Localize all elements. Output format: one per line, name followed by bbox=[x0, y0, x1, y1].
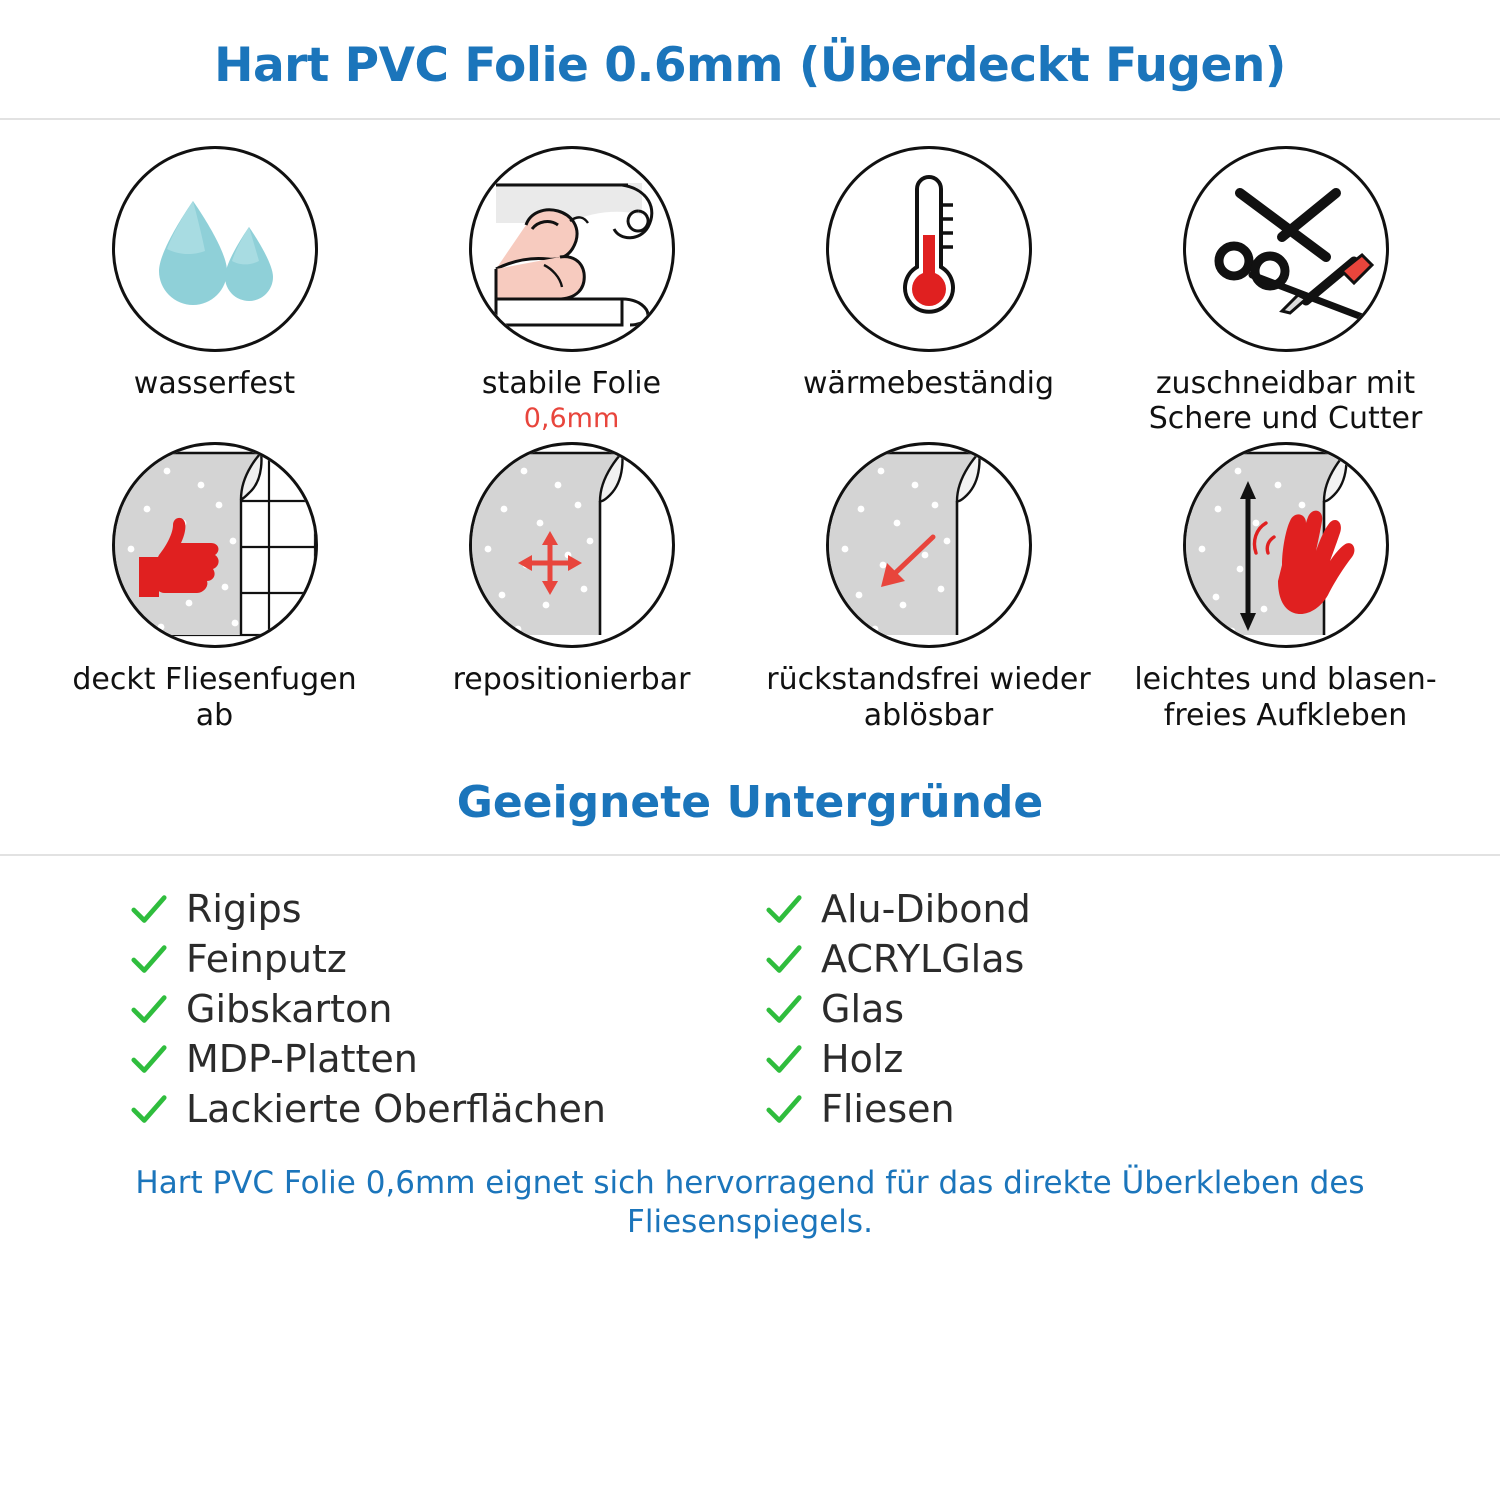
substrates-right-column bbox=[765, 887, 1380, 1131]
list-item bbox=[130, 1036, 745, 1081]
feature-label: deckt Fliesenfugen ab bbox=[72, 662, 357, 733]
feature-item bbox=[1107, 146, 1464, 437]
substrates-title: Geeignete Untergründe bbox=[456, 777, 1044, 829]
feature-label: zuschneidbar mit Schere und Cutter bbox=[1148, 365, 1423, 437]
feature-item bbox=[1107, 442, 1464, 733]
page-title: Hart PVC Folie 0.6mm (Überdeckt Fugen) bbox=[214, 38, 1286, 93]
list-item bbox=[130, 987, 745, 1032]
feature-label: repositionierbar bbox=[452, 662, 691, 698]
check-icon bbox=[765, 991, 803, 1029]
list-item-label: Rigips bbox=[186, 887, 302, 932]
list-item bbox=[765, 1086, 1380, 1131]
feature-item bbox=[36, 146, 393, 437]
feature-item bbox=[750, 442, 1107, 733]
peel-arrow-icon bbox=[826, 442, 1032, 648]
list-item bbox=[130, 1086, 745, 1131]
feature-item bbox=[36, 442, 393, 733]
move-arrows-icon bbox=[469, 442, 675, 648]
list-item bbox=[130, 887, 745, 932]
check-icon bbox=[130, 1041, 168, 1079]
check-icon bbox=[765, 941, 803, 979]
list-item-label: Fliesen bbox=[821, 1086, 955, 1131]
footer-note: Hart PVC Folie 0,6mm eignet sich hervorragend für das direkte Überkleben des Fliesenspiegels. bbox=[135, 1164, 1365, 1241]
check-icon bbox=[765, 1091, 803, 1129]
substrates-lists bbox=[0, 856, 1500, 1129]
feature-sublabel: 0,6mm bbox=[523, 403, 620, 435]
list-item bbox=[765, 887, 1380, 932]
list-item bbox=[765, 1036, 1380, 1081]
check-icon bbox=[765, 1041, 803, 1079]
water-drops-icon bbox=[112, 146, 318, 352]
feature-label: leichtes und blasen-freies Aufkleben bbox=[1134, 662, 1437, 733]
list-item-label: MDP-Platten bbox=[186, 1036, 418, 1081]
check-icon bbox=[765, 891, 803, 929]
feature-label: wärmebeständig bbox=[802, 365, 1055, 401]
thumb-up-tiles-icon bbox=[112, 442, 318, 648]
list-item-label: Lackierte Oberflächen bbox=[186, 1086, 606, 1131]
list-item bbox=[765, 987, 1380, 1032]
list-item bbox=[130, 937, 745, 982]
feature-label: rückstandsfrei wieder ablösbar bbox=[766, 662, 1091, 733]
flexed-arm-film-icon bbox=[469, 146, 675, 352]
feature-label bbox=[482, 366, 661, 435]
list-item-label: Holz bbox=[821, 1036, 904, 1081]
list-item bbox=[765, 937, 1380, 982]
check-icon bbox=[130, 991, 168, 1029]
substrates-left-column bbox=[130, 887, 745, 1131]
list-item-label: Gibskarton bbox=[186, 987, 393, 1032]
list-item-label: Glas bbox=[821, 987, 905, 1032]
list-item-label: ACRYLGlas bbox=[821, 937, 1025, 982]
check-icon bbox=[130, 1091, 168, 1129]
feature-item bbox=[393, 146, 750, 437]
feature-grid bbox=[0, 120, 1500, 734]
feature-label-text: stabile Folie bbox=[481, 365, 662, 401]
check-icon bbox=[130, 941, 168, 979]
thermometer-icon bbox=[826, 146, 1032, 352]
check-icon bbox=[130, 891, 168, 929]
list-item-label: Alu-Dibond bbox=[821, 887, 1031, 932]
feature-item bbox=[393, 442, 750, 733]
feature-label: wasserfest bbox=[133, 365, 296, 401]
scissors-cutter-icon bbox=[1183, 146, 1389, 352]
feature-item bbox=[750, 146, 1107, 437]
hand-smoothing-icon bbox=[1183, 442, 1389, 648]
list-item-label: Feinputz bbox=[186, 937, 347, 982]
